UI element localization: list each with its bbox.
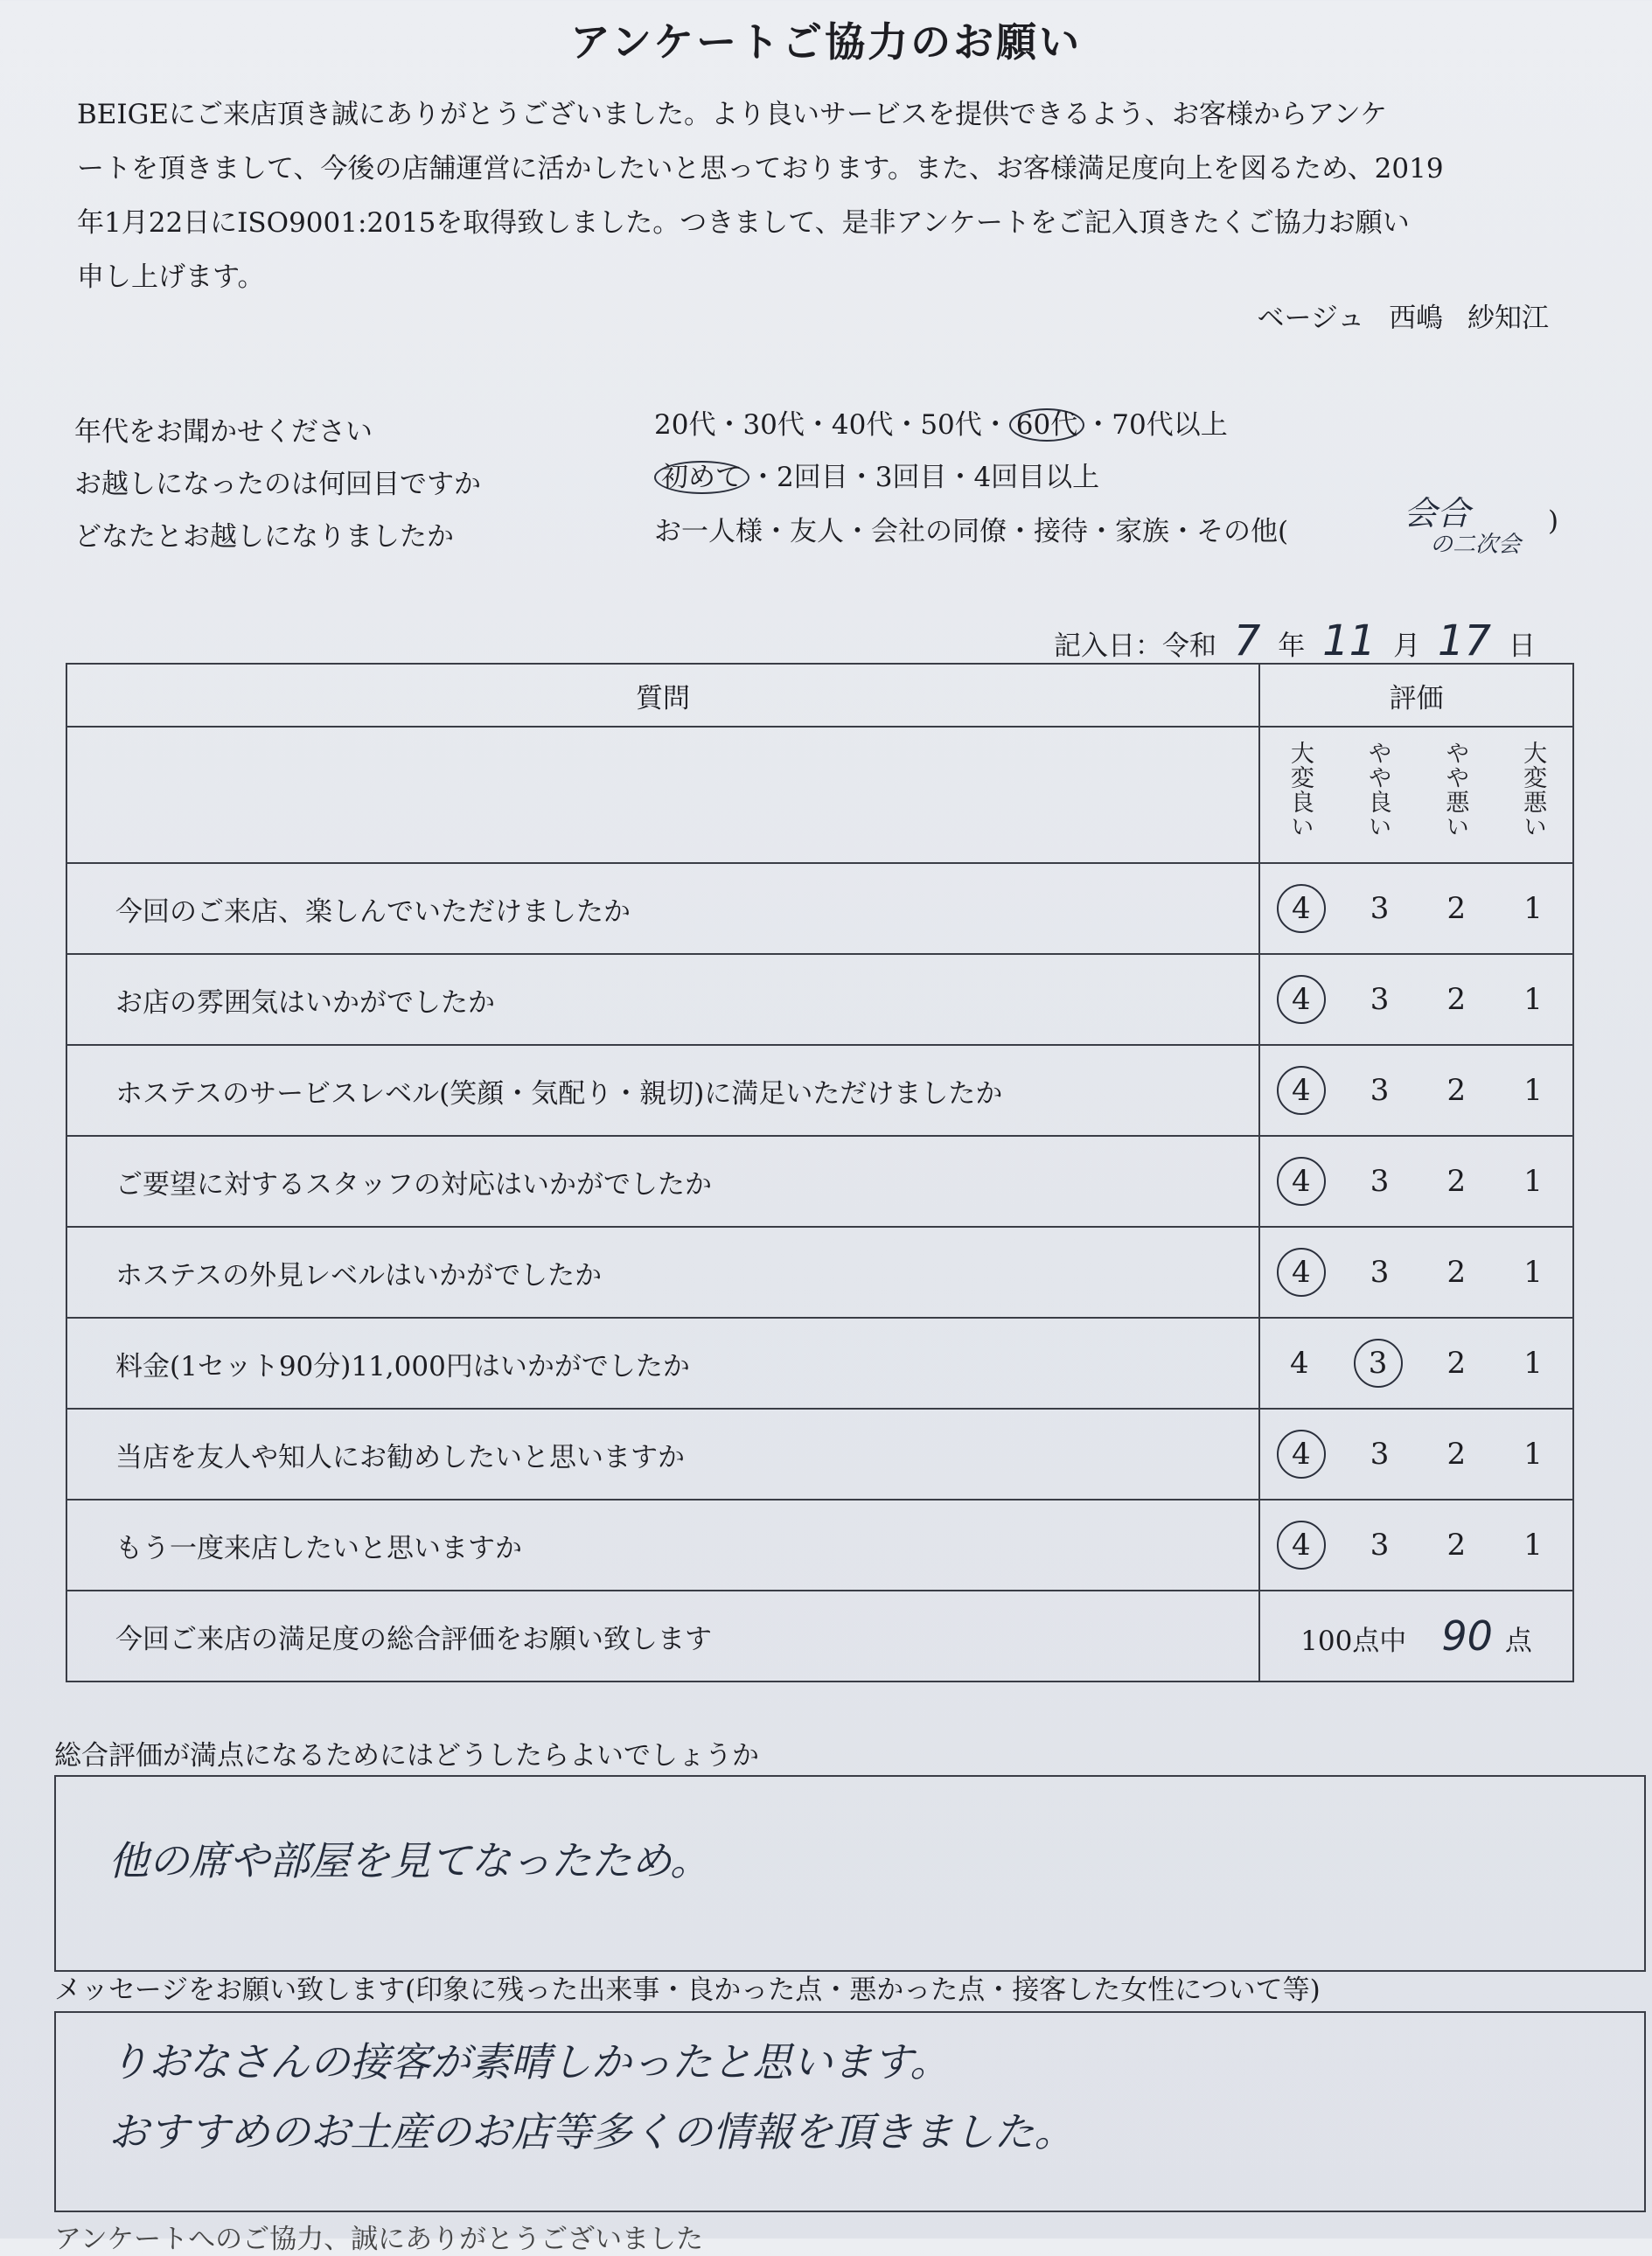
rating-option-selected[interactable]: 4: [1277, 884, 1326, 933]
total-suffix: 点: [1504, 1626, 1532, 1657]
visits-question: お越しになったのは何回目ですか: [74, 469, 481, 500]
rating-label: 大変良い: [1286, 741, 1314, 839]
rating-option-selected[interactable]: 4: [1277, 1066, 1326, 1115]
footer-thanks: アンケートへのご協力、誠にありがとうございました: [54, 2224, 704, 2255]
rating-option[interactable]: 2: [1446, 1528, 1467, 1563]
rating-option[interactable]: 2: [1446, 1164, 1467, 1199]
question-text: 当店を友人や知人にお勧めしたいと思いますか: [66, 1409, 1259, 1500]
table-row: [66, 954, 1573, 1045]
rating-option[interactable]: 2: [1446, 982, 1467, 1017]
header-rating: 評価: [1259, 664, 1573, 727]
table-row: [66, 1409, 1573, 1500]
age-options-post: ・70代以上: [1084, 409, 1228, 441]
rating-option[interactable]: 1: [1523, 1073, 1543, 1108]
total-score-cell: [1259, 1591, 1573, 1682]
rating-option[interactable]: 1: [1523, 1437, 1543, 1472]
rating-option[interactable]: 3: [1370, 1528, 1390, 1563]
question-text: 今回のご来店、楽しんでいただけましたか: [66, 863, 1259, 954]
question-text: お店の雰囲気はいかがでしたか: [66, 954, 1259, 1045]
rating-option[interactable]: 3: [1370, 1437, 1390, 1472]
table-row: [66, 1227, 1573, 1318]
rating-label: やや悪い: [1441, 741, 1469, 839]
signature: ベージュ 西嶋 紗知江: [1257, 303, 1549, 334]
rating-option-selected[interactable]: 4: [1277, 975, 1326, 1024]
rating-option-selected[interactable]: 3: [1354, 1339, 1403, 1388]
message-answer-line: りおなさんの接客が素晴しかったと思います。: [108, 2038, 951, 2085]
rating-options: [1259, 1227, 1573, 1318]
rating-option[interactable]: 1: [1523, 1528, 1543, 1563]
visits-selected: 初めて: [654, 461, 749, 494]
rating-option[interactable]: 3: [1370, 982, 1390, 1017]
date-year: 7: [1233, 616, 1261, 665]
rating-options: [1259, 1409, 1573, 1500]
rating-option[interactable]: 2: [1446, 1073, 1467, 1108]
rating-label-row: [66, 727, 1573, 863]
rating-options: [1259, 1318, 1573, 1409]
date-day-label: 日: [1508, 630, 1536, 662]
intro-line: ートを頂きまして、今後の店舗運営に活かしたいと思っております。また、お客様満足度向上を図るため、2019: [77, 153, 1444, 185]
improve-label: 総合評価が満点になるためにはどうしたらよいでしょうか: [54, 1740, 759, 1772]
rating-options: [1259, 954, 1573, 1045]
empty-header-cell: [66, 727, 1259, 863]
improve-answer: 他の席や部屋を見てなったため。: [108, 1837, 711, 1884]
rating-option[interactable]: 1: [1523, 891, 1543, 926]
table-row: [66, 1045, 1573, 1136]
rating-option[interactable]: 3: [1370, 1073, 1390, 1108]
rating-label: 大変悪い: [1519, 741, 1547, 839]
total-score: 90: [1441, 1612, 1493, 1660]
companion-question: どなたとお越しになりましたか: [74, 521, 454, 553]
rating-option[interactable]: 4: [1290, 1346, 1309, 1381]
intro-line: 年1月22日にISO9001:2015を取得致しました。つきまして、是非アンケートをご記入頂きたくご協力お願い: [77, 207, 1410, 239]
survey-title: アンケートご協力のお願い: [569, 18, 1083, 66]
question-text: もう一度来店したいと思いますか: [66, 1500, 1259, 1591]
rating-option[interactable]: 1: [1523, 1255, 1543, 1290]
rating-label: やや良い: [1363, 741, 1391, 839]
rating-option[interactable]: 1: [1523, 982, 1543, 1017]
date-year-label: 年: [1278, 630, 1306, 662]
question-text: ご要望に対するスタッフの対応はいかがでしたか: [66, 1136, 1259, 1227]
rating-options: [1259, 1045, 1573, 1136]
companion-options: お一人様・友人・会社の同僚・接待・家族・その他(: [654, 516, 1289, 547]
rating-option[interactable]: 3: [1370, 891, 1390, 926]
visits-options: [654, 455, 1099, 494]
rating-options: [1259, 863, 1573, 954]
intro-line: 申し上げます。: [77, 261, 265, 293]
header-question: 質問: [66, 664, 1259, 727]
rating-option-selected[interactable]: 4: [1277, 1157, 1326, 1206]
total-prefix: 100点中: [1300, 1626, 1407, 1657]
rating-option[interactable]: 1: [1523, 1164, 1543, 1199]
question-text: ホステスのサービスレベル(笑顔・気配り・親切)に満足いただけましたか: [66, 1045, 1259, 1136]
date-day: 17: [1437, 616, 1491, 665]
age-question: 年代をお聞かせください: [74, 416, 373, 448]
table-row: [66, 863, 1573, 954]
rating-option-selected[interactable]: 4: [1277, 1248, 1326, 1297]
rating-options: [1259, 1500, 1573, 1591]
table-row: [66, 1318, 1573, 1409]
improve-answer-box[interactable]: [54, 1775, 1646, 1972]
rating-option-selected[interactable]: 4: [1277, 1430, 1326, 1479]
companion-other-sub: の二次会: [1430, 532, 1522, 558]
rating-option[interactable]: 1: [1523, 1346, 1543, 1381]
rating-option-selected[interactable]: 4: [1277, 1521, 1326, 1570]
companion-close-paren: ): [1548, 505, 1559, 537]
rating-option[interactable]: 2: [1446, 891, 1467, 926]
visits-options-post: ・2回目・3回目・4回目以上: [749, 462, 1100, 493]
entry-date: [1054, 616, 1536, 665]
rating-option[interactable]: 3: [1370, 1164, 1390, 1199]
age-options-pre: 20代・30代・40代・50代・: [654, 409, 1009, 441]
intro-text: [77, 87, 1564, 304]
message-label: メッセージをお願い致します(印象に残った出来事・良かった点・悪かった点・接客した女性について等): [54, 1974, 1321, 2006]
date-prefix: 記入日：令和: [1054, 630, 1216, 662]
companion-other-main: 会合: [1404, 494, 1471, 533]
rating-option[interactable]: 2: [1446, 1346, 1467, 1381]
rating-option[interactable]: 2: [1446, 1255, 1467, 1290]
date-month: 11: [1322, 616, 1377, 665]
rating-option[interactable]: 2: [1446, 1437, 1467, 1472]
rating-options: [1259, 1136, 1573, 1227]
message-answer-line: おすすめのお土産のお店等多くの情報を頂きました。: [108, 2108, 1075, 2155]
age-selected: 60代: [1009, 408, 1084, 442]
rating-option[interactable]: 3: [1370, 1255, 1390, 1290]
question-text: 料金(1セット90分)11,000円はいかがでしたか: [66, 1318, 1259, 1409]
intro-line: BEIGEにご来店頂き誠にありがとうございました。より良いサービスを提供できるよう、お客様からアンケ: [77, 99, 1388, 130]
table-header-row: [66, 664, 1573, 727]
companion-other-note: [1404, 494, 1521, 557]
total-question: 今回ご来店の満足度の総合評価をお願い致します: [66, 1591, 1259, 1682]
date-month-label: 月: [1393, 630, 1421, 662]
question-text: ホステスの外見レベルはいかがでしたか: [66, 1227, 1259, 1318]
rating-labels-cell: [1259, 727, 1573, 863]
total-row: [66, 1591, 1573, 1682]
survey-table: [66, 663, 1574, 1682]
table-row: [66, 1136, 1573, 1227]
age-options: [654, 402, 1228, 442]
table-row: [66, 1500, 1573, 1591]
message-answer-box[interactable]: [54, 2011, 1646, 2212]
